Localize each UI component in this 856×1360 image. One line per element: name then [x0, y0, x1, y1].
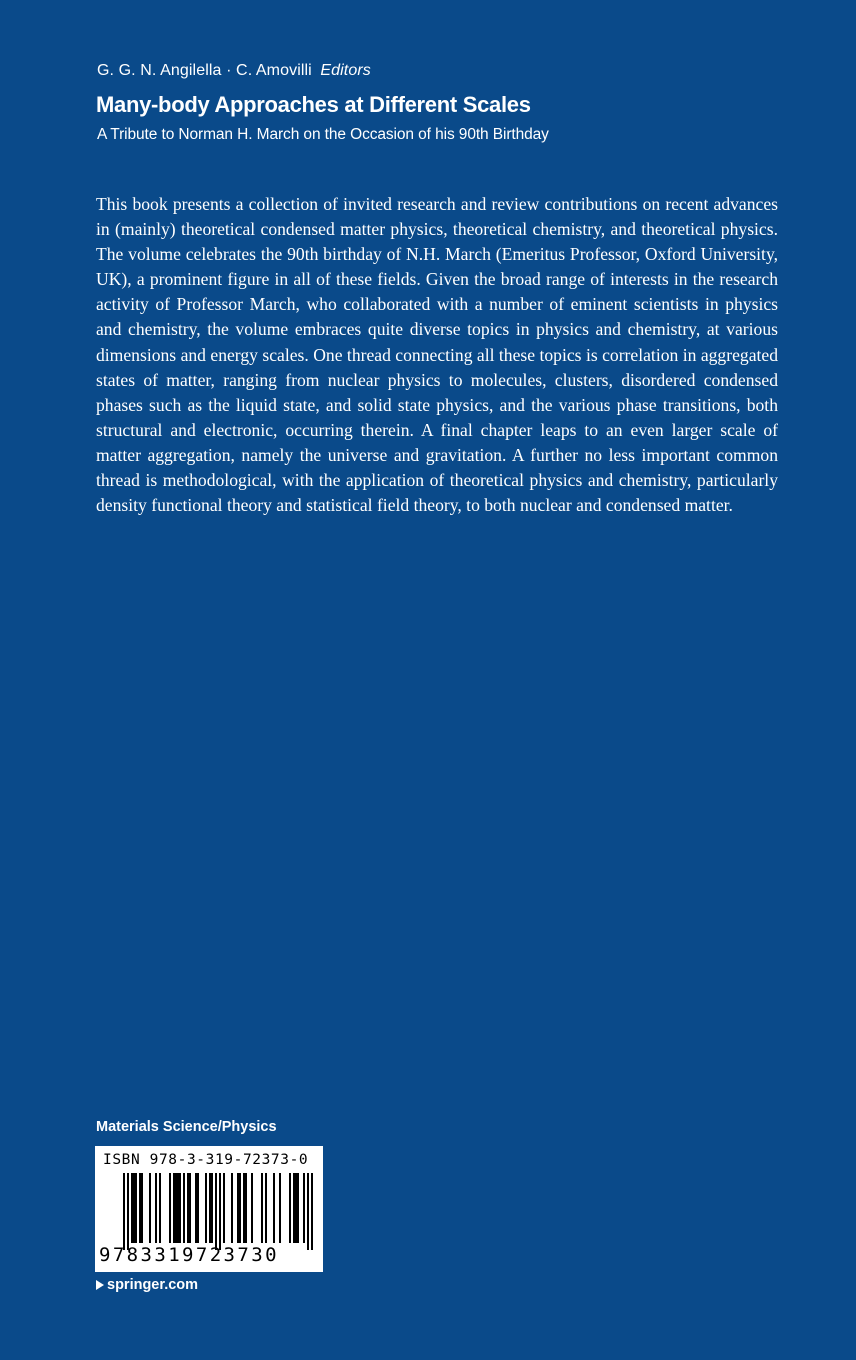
barcode-bar [295, 1173, 297, 1243]
barcode-bar [297, 1173, 299, 1243]
barcode-bar [169, 1173, 171, 1243]
barcode-bar [223, 1173, 225, 1243]
editors-names: G. G. N. Angilella · C. Amovilli [97, 62, 312, 79]
editors-line [97, 62, 371, 80]
publisher-link[interactable] [96, 1277, 198, 1293]
barcode-bar [197, 1173, 199, 1243]
barcode-bar [237, 1173, 239, 1243]
barcode-bar [215, 1173, 217, 1250]
barcode-bar [303, 1173, 305, 1243]
barcode-bar [183, 1173, 185, 1243]
barcode-bar [289, 1173, 291, 1243]
isbn-label: ISBN 978-3-319-72373-0 [103, 1152, 309, 1168]
barcode-bar [131, 1173, 133, 1243]
play-arrow-icon [96, 1280, 104, 1290]
barcode-bar [173, 1173, 175, 1243]
barcode-bar [205, 1173, 207, 1243]
barcode-bar [243, 1173, 245, 1243]
barcode-bar [133, 1173, 135, 1243]
barcode-bar [245, 1173, 247, 1243]
barcode-bar [211, 1173, 213, 1243]
barcode-bar [195, 1173, 197, 1243]
ean-digits: 9783319723730 [99, 1244, 279, 1266]
editors-role: Editors [320, 62, 371, 79]
barcode-bar [293, 1173, 295, 1243]
isbn-barcode [95, 1146, 323, 1272]
barcode-bar [175, 1173, 177, 1243]
subject-category: Materials Science/Physics [96, 1119, 277, 1135]
book-title: Many-body Approaches at Different Scales [96, 92, 531, 117]
barcode-bar [177, 1173, 179, 1243]
barcode-bar [179, 1173, 181, 1243]
barcode-bar [311, 1173, 313, 1250]
barcode-bar [261, 1173, 263, 1243]
publisher-link-text: springer.com [107, 1277, 199, 1293]
barcode-bar [273, 1173, 275, 1243]
barcode-bar [127, 1173, 129, 1250]
barcode-bar [123, 1173, 125, 1250]
barcode-bar [209, 1173, 211, 1243]
book-subtitle: A Tribute to Norman H. March on the Occasion of his 90th Birthday [97, 126, 549, 143]
barcode-bar [265, 1173, 267, 1243]
barcode-bar [135, 1173, 137, 1243]
barcode-bar [251, 1173, 253, 1243]
barcode-bar [231, 1173, 233, 1243]
barcode-bar [219, 1173, 221, 1250]
barcode-bar [279, 1173, 281, 1243]
barcode-bar [189, 1173, 191, 1243]
barcode-bar [187, 1173, 189, 1243]
book-description: This book presents a collection of invited research and review contributions on recent advances in (mainly) theoretical condensed matter physics, theoretical chemistry, and theoretical physics. The volume celebrates the 90th birthday of N.H. March (Emeritus Professor, Oxford University, UK), a prominent figure in all of these fields. Given the broad range of interests in the research activity of Professor March, who collaborated with a number of eminent scientists in physics and chemistry, the volume embraces quite diverse topics in physics and chemistry, at various dimensions and energy scales. One thread connecting all these topics is correlation in aggregated states of matter, ranging from nuclear physics to molecules, clusters, disordered condensed phases such as the liquid state, and solid state physics, and the various phase transitions, both structural and electronic, occurring therein. A final chapter leaps to an even larger scale of matter aggregation, namely the universe and gravitation. A further no less important common thread is methodological, with the application of theoretical physics and chemistry, particularly density functional theory and statistical field theory, to both nuclear and condensed matter. [96, 194, 778, 516]
barcode-bar [149, 1173, 151, 1243]
barcode-bar [139, 1173, 141, 1243]
barcode-bar [159, 1173, 161, 1243]
barcode-bar [155, 1173, 157, 1243]
barcode-bar [141, 1173, 143, 1243]
barcode-bar [239, 1173, 241, 1243]
barcode-bar [307, 1173, 309, 1250]
